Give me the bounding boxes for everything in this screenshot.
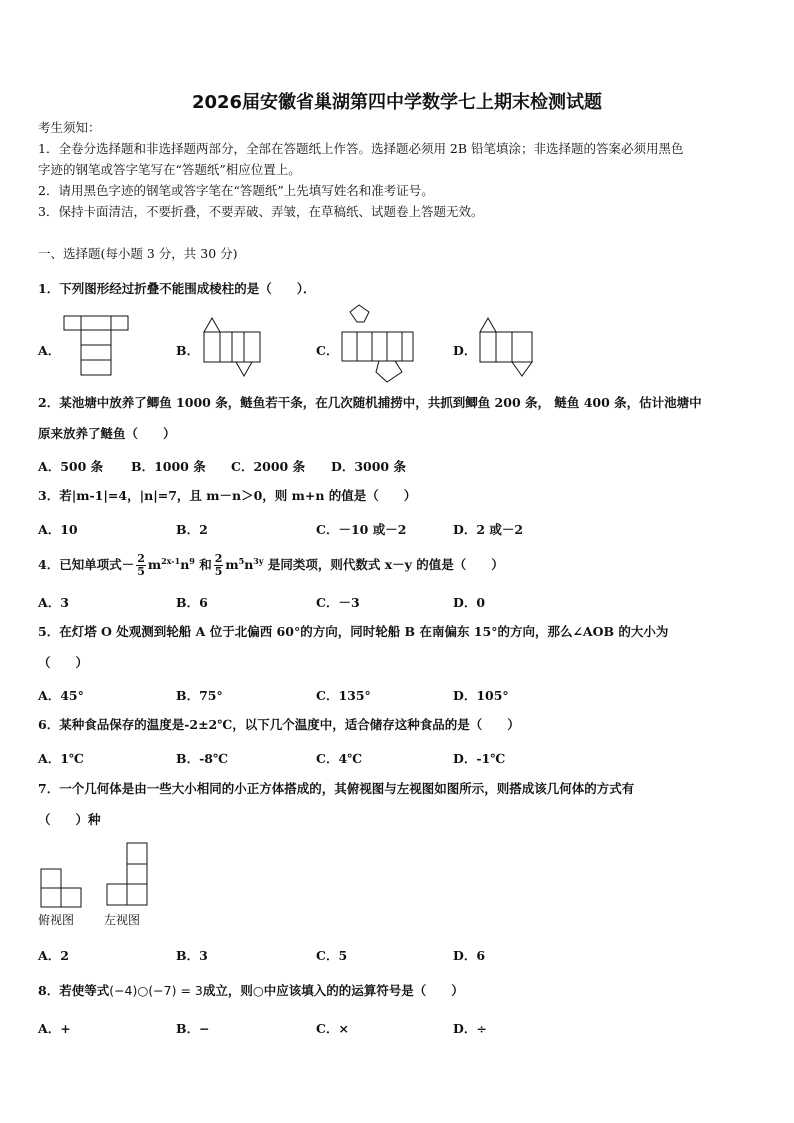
q1-stem: 1．下列图形经过折叠不能围成棱柱的是（ ）． bbox=[38, 281, 316, 296]
q4-text-1: 4．已知单项式－ bbox=[38, 557, 135, 573]
notice-item-1-cont: 字迹的钢笔或答字笔写在“答题纸”相应位置上。 bbox=[38, 162, 301, 177]
q1-option-a: A． bbox=[38, 343, 61, 358]
q5-option-d: D．105° bbox=[453, 688, 509, 703]
q2-option-a: A．500 条 bbox=[38, 459, 104, 474]
q7-option-a: A．2 bbox=[38, 948, 69, 963]
q3-option-c: C．－10 或－2 bbox=[316, 522, 407, 537]
q1-figure-a bbox=[60, 312, 135, 378]
q7-top-view-caption: 俯视图 bbox=[38, 913, 75, 927]
q1-figure-b bbox=[200, 314, 270, 380]
q6-option-a: A．1℃ bbox=[38, 751, 84, 766]
q8-stem bbox=[38, 983, 464, 999]
q7-left-view bbox=[106, 842, 150, 908]
q4-term-2: $m^5n^{3y}$ bbox=[225, 556, 264, 573]
q1-figure-d bbox=[476, 314, 546, 380]
q7-option-b: B．3 bbox=[176, 948, 208, 963]
q2-option-b: B．1000 条 bbox=[131, 459, 206, 474]
q5-stem-line1: 5．在灯塔 O 处观测到轮船 A 位于北偏西 60°的方向，同时轮船 B 在南偏东 15°的方向，那么∠AOB 的大小为 bbox=[38, 624, 669, 639]
q4-stem bbox=[38, 553, 504, 578]
q5-option-b: B．75° bbox=[176, 688, 223, 703]
q2-option-d: D．3000 条 bbox=[331, 459, 406, 474]
q5-option-c: C．135° bbox=[316, 688, 371, 703]
q5-option-a: A．45° bbox=[38, 688, 84, 703]
q8-text-1: 8．若使等式 bbox=[38, 983, 110, 998]
q6-option-d: D．-1℃ bbox=[453, 751, 506, 766]
q6-option-b: B．-8℃ bbox=[176, 751, 228, 766]
q7-top-view bbox=[40, 866, 84, 910]
notice-item-3: 3．保持卡面清洁，不要折叠，不要弄破、弄皱，在草稿纸、试题卷上答题无效。 bbox=[38, 204, 484, 219]
q2-stem-line1: 2．某池塘中放养了鲫鱼 1000 条，鲢鱼若干条，在几次随机捕捞中，共抓到鲫鱼 200 条， 鲢鱼 400 条，估计池塘中 bbox=[38, 395, 702, 410]
q1-figure-c bbox=[338, 304, 418, 384]
q1-option-c: C． bbox=[316, 343, 339, 358]
q4-fraction-1: $\frac{2}{5}$ bbox=[137, 552, 145, 579]
q8-text-2: 成立，则○中应该填入的的运算符号是（ ） bbox=[202, 983, 464, 998]
q8-expression: (−4)○(−7) = 3 bbox=[109, 983, 203, 998]
q4-option-d: D．0 bbox=[453, 595, 486, 610]
q4-option-b: B．6 bbox=[176, 595, 208, 610]
q6-stem: 6．某种食品保存的温度是-2±2℃，以下几个温度中，适合储存这种食品的是（ ） bbox=[38, 717, 520, 732]
q7-option-d: D．6 bbox=[453, 948, 486, 963]
q8-option-a: A．+ bbox=[38, 1021, 71, 1036]
notice-item-2: 2．请用黑色字迹的钢笔或答字笔在“答题纸”上先填写姓名和准考证号。 bbox=[38, 183, 434, 198]
q3-option-b: B．2 bbox=[176, 522, 208, 537]
q5-stem-line2: （ ） bbox=[38, 655, 89, 670]
q1-option-d: D． bbox=[453, 343, 477, 358]
q4-text-3: 是同类项，则代数式 x－y 的值是（ ） bbox=[263, 557, 504, 573]
q4-fraction-2: $\frac{2}{5}$ bbox=[214, 552, 223, 579]
q4-term-1: $m^{2x-1}n^9$ bbox=[147, 556, 195, 573]
q2-stem-line2: 原来放养了鲢鱼（ ） bbox=[38, 426, 176, 441]
q7-stem-line2: （ ）种 bbox=[38, 812, 101, 827]
q4-option-a: A．3 bbox=[38, 595, 69, 610]
q7-left-view-caption: 左视图 bbox=[104, 913, 141, 927]
notice-heading: 考生须知： bbox=[38, 120, 101, 135]
q4-option-c: C．－3 bbox=[316, 595, 360, 610]
q6-option-c: C．4℃ bbox=[316, 751, 363, 766]
q8-option-d: D．÷ bbox=[453, 1021, 487, 1036]
q7-option-c: C．5 bbox=[316, 948, 348, 963]
q3-option-d: D．2 或－2 bbox=[453, 522, 524, 537]
section-heading: 一、选择题(每小题 3 分，共 30 分) bbox=[38, 246, 238, 261]
q4-text-2: 和 bbox=[194, 557, 212, 573]
q8-option-c: C．× bbox=[316, 1021, 349, 1036]
notice-item-1: 1．全卷分选择题和非选择题两部分，全部在答题纸上作答。选择题必须用 2B 铅笔填涂；非选择题的答案必须用黑色 bbox=[38, 141, 684, 156]
q3-stem: 3．若|m-1|=4，|n|=7，且 m－n＞0，则 m+n 的值是（ ） bbox=[38, 488, 417, 503]
q8-option-b: B．− bbox=[176, 1021, 210, 1036]
page-title: 2026届安徽省巢湖第四中学数学七上期末检测试题 bbox=[191, 92, 603, 113]
q3-option-a: A．10 bbox=[38, 522, 78, 537]
q7-stem-line1: 7．一个几何体是由一些大小相同的小正方体搭成的，其俯视图与左视图如图所示，则搭成该几何体的方式有 bbox=[38, 781, 635, 796]
q2-option-c: C．2000 条 bbox=[231, 459, 306, 474]
q1-option-b: B． bbox=[176, 343, 200, 358]
